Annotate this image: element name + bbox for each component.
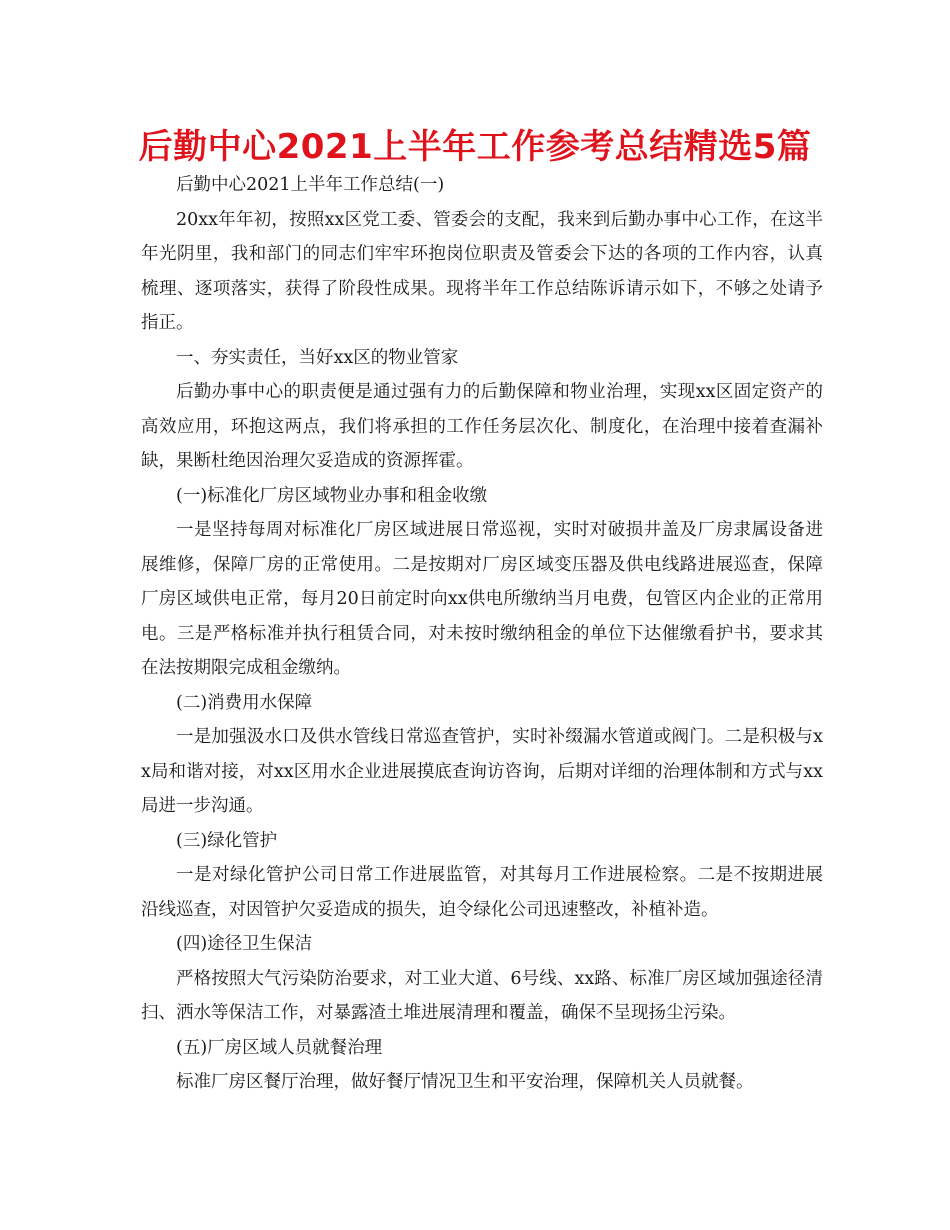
body-paragraph: 一是坚持每周对标准化厂房区域进展日常巡视，实时对破损井盖及厂房隶属设备进展维修，保障厂房的正常使用。二是按期对厂房区域变压器及供电线路进展巡查，保障厂房区域供电正常，每月20日前定时向xx供电所缴纳当月电费，包管区内企业的正常用电。三是严格标准并执行租赁合同，对未按时缴纳租金的单位下达催缴看护书，要求其在法按期限完成租金缴纳。 — [141, 520, 823, 678]
document-body — [141, 168, 823, 1100]
body-paragraph: 标准厂房区餐厅治理，做好餐厅情况卫生和平安治理，保障机关人员就餐。 — [176, 1072, 754, 1092]
subsection-heading: (三)绿化管护 — [176, 830, 278, 851]
subsection-heading: (五)厂房区域人员就餐治理 — [176, 1037, 383, 1058]
subsection-heading: (二)消费用水保障 — [176, 692, 313, 713]
subsection-heading: (四)途径卫生保洁 — [176, 934, 313, 954]
body-paragraph: 一是对绿化管护公司日常工作进展监管，对其每月工作进展检察。二是不按期进展沿线巡查，对因管护欠妥造成的损失，迫令绿化公司迅速整改，补植补造。 — [141, 865, 823, 920]
section-heading: 后勤中心2021上半年工作总结(一) — [176, 175, 445, 195]
subsection-heading: (一)标准化厂房区域物业办事和租金收缴 — [176, 485, 488, 506]
section-heading: 一、夯实责任，当好xx区的物业管家 — [176, 347, 459, 368]
body-paragraph: 一是加强汲水口及供水管线日常巡查管护，实时补缀漏水管道或阀门。二是积极与xx局和谐对接，对xx区用水企业进展摸底查询访咨询，后期对详细的治理体制和方式与xx局进一步沟通。 — [141, 727, 823, 816]
body-paragraph: 严格按照大气污染防治要求，对工业大道、6号线、xx路、标准厂房区域加强途径清扫、洒水等保洁工作，对暴露渣土堆进展清理和覆盖，确保不呈现扬尘污染。 — [141, 968, 823, 1023]
document-title: 后勤中心2021上半年工作参考总结精选5篇 — [138, 127, 812, 167]
body-paragraph: 20xx年年初，按照xx区党工委、管委会的支配，我来到后勤办事中心工作，在这半年光阴里，我和部门的同志们牢牢环抱岗位职责及管委会下达的各项的工作内容，认真梳理、逐项落实，获得了阶段性成果。现将半年工作总结陈诉请示如下，不够之处请予指正。 — [141, 209, 823, 333]
body-paragraph: 后勤办事中心的职责便是通过强有力的后勤保障和物业治理，实现xx区固定资产的高效应用，环抱这两点，我们将承担的工作任务层次化、制度化，在治理中接着查漏补缺，果断杜绝因治理欠妥造成的资源挥霍。 — [141, 382, 823, 471]
